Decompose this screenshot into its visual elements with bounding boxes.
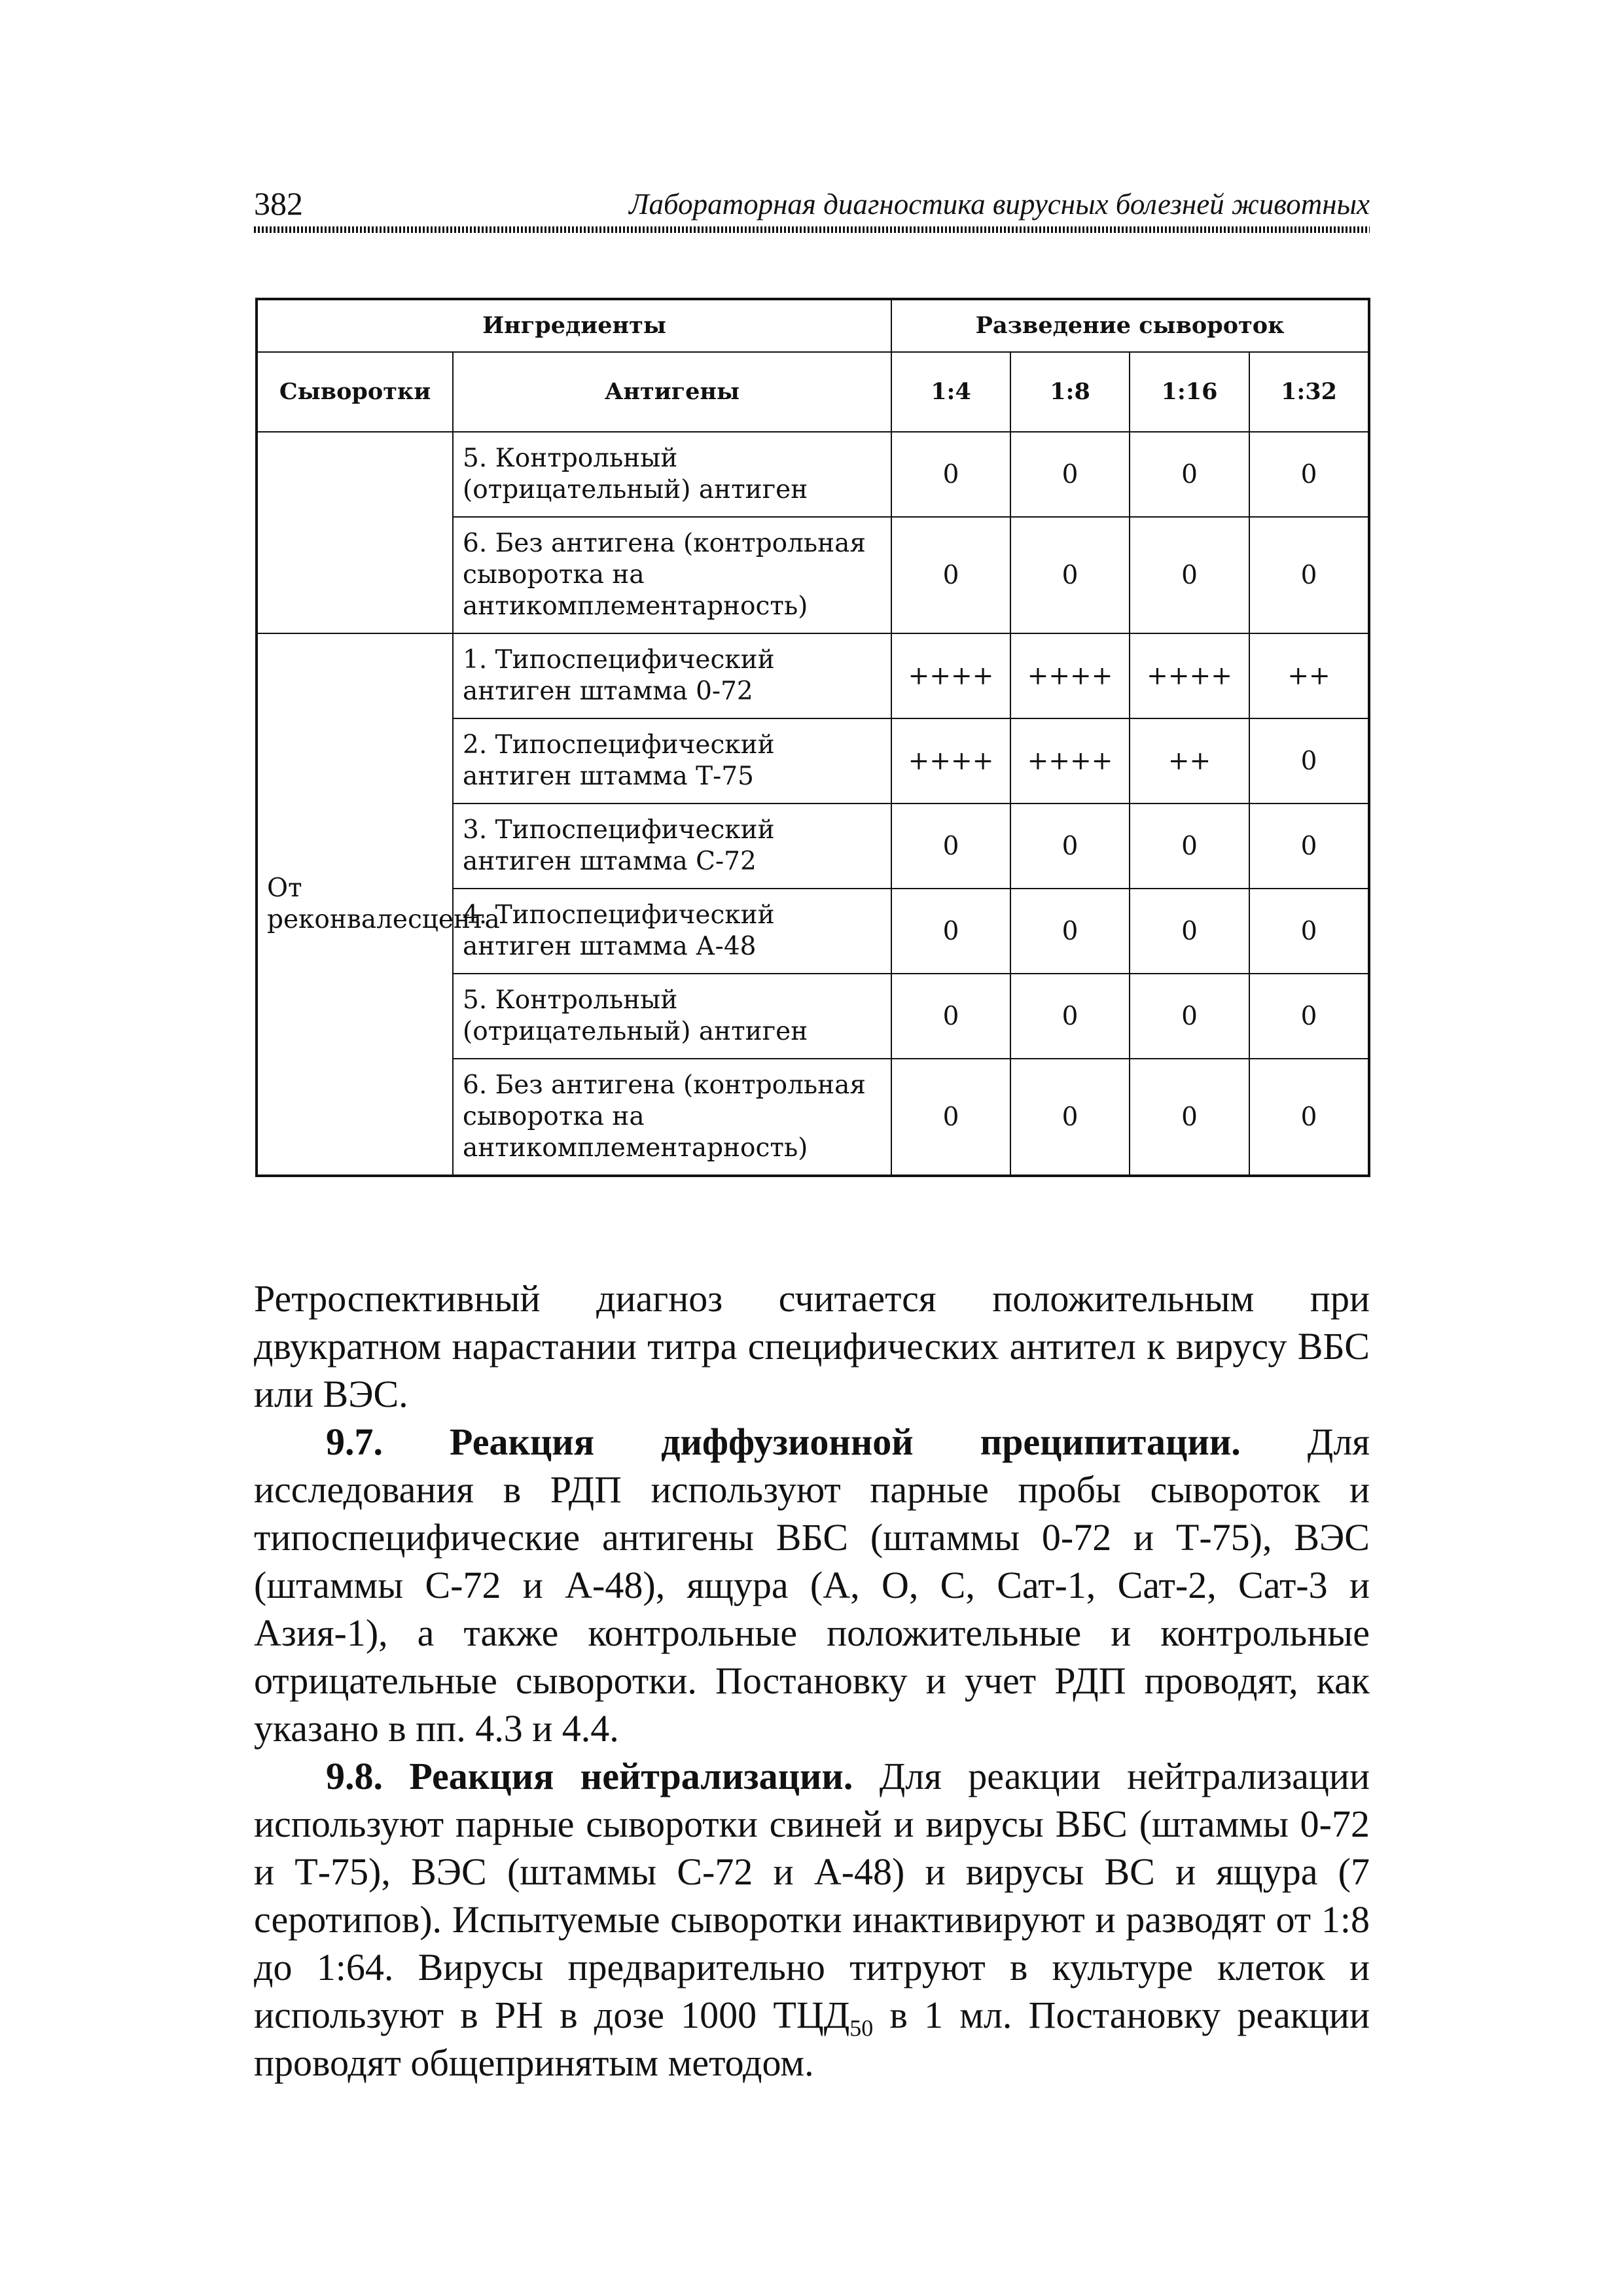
paragraph-retrospective-diagnosis: Ретроспективный диагноз считается положительным при двукратном нарастании титра специфических антител к вирусу ВБС или ВЭС. [254, 1277, 1370, 1415]
value-cell: 0 [1010, 889, 1130, 974]
value-cell: ++++ [891, 633, 1010, 718]
section-text-9-8-b: в 1 мл. Постановку реакции проводят общепринятым методом. [254, 1994, 1370, 2084]
table-row [257, 633, 1369, 718]
paragraph-section-9-8 [254, 1752, 1370, 2087]
value-cell: 0 [1010, 517, 1130, 633]
value-cell: 0 [1130, 432, 1249, 517]
antigen-cell: 4. Типоспецифический антиген штамма А-48 [453, 889, 891, 974]
value-cell: 0 [1010, 974, 1130, 1059]
value-cell: 0 [1249, 889, 1369, 974]
header-dilution-1-16: 1:16 [1130, 352, 1249, 432]
value-cell: 0 [1130, 1059, 1249, 1176]
value-cell: ++++ [1010, 633, 1130, 718]
value-cell: 0 [1249, 974, 1369, 1059]
value-cell: 0 [891, 889, 1010, 974]
value-cell: ++ [1249, 633, 1369, 718]
antigen-cell: 5. Контрольный (отрицательный) антиген [453, 432, 891, 517]
value-cell: 0 [1249, 517, 1369, 633]
value-cell: 0 [891, 517, 1010, 633]
header-dilution: Разведение сывороток [891, 299, 1369, 352]
value-cell: 0 [891, 804, 1010, 889]
table-header-row-groups [257, 299, 1369, 352]
value-cell: 0 [1130, 974, 1249, 1059]
value-cell: ++++ [1130, 633, 1249, 718]
value-cell: 0 [891, 432, 1010, 517]
header-dilution-1-32: 1:32 [1249, 352, 1369, 432]
antigen-cell: 3. Типоспецифический антиген штамма С-72 [453, 804, 891, 889]
serum-cell: От реконвалесцента [257, 633, 453, 1176]
serum-cell [257, 432, 453, 633]
value-cell: 0 [891, 974, 1010, 1059]
paragraph-section-9-7 [254, 1418, 1370, 1752]
header-antigens: Антигены [453, 352, 891, 432]
value-cell: ++++ [1010, 718, 1130, 804]
header-dilution-1-4: 1:4 [891, 352, 1010, 432]
section-text-9-8-a: Для реакции нейтрализации используют парные сыворотки свиней и вирусы ВБС (штаммы 0-72 и Т-75), ВЭС (штаммы С-72 и А-48) и вирусы ВС и ящура (7 серотипов). Испытуемые сыворотки инактивируют и разводят от 1:8 до 1:64. Вирусы предварительно титруют в культуре клеток и используют в РН в дозе 1000 ТЦД [254, 1755, 1370, 2036]
antigen-cell: 6. Без антигена (контрольная сыворотка на антикомплементарность) [453, 1059, 891, 1176]
value-cell: 0 [1010, 432, 1130, 517]
body-text [254, 1275, 1370, 2087]
value-cell: 0 [1249, 804, 1369, 889]
value-cell: 0 [891, 1059, 1010, 1176]
antigen-cell: 5. Контрольный (отрицательный) антиген [453, 974, 891, 1059]
value-cell: ++ [1130, 718, 1249, 804]
section-heading-9-7: 9.7. Реакция диффузионной преципитации. [326, 1421, 1241, 1463]
running-title: Лабораторная диагностика вирусных болезней животных [629, 188, 1370, 221]
value-cell: 0 [1130, 804, 1249, 889]
value-cell: 0 [1249, 432, 1369, 517]
table-header-row-columns [257, 352, 1369, 432]
page-header [254, 185, 1370, 222]
dilution-results-table [255, 298, 1370, 1177]
page-number: 382 [254, 185, 303, 222]
value-cell: 0 [1249, 718, 1369, 804]
section-text-9-7: Для исследования в РДП используют парные пробы сывороток и типоспецифические антигены ВБС (штаммы 0-72 и Т-75), ВЭС (штаммы С-72 и А-48), ящура (А, О, С, Сат-1, Сат-2, Сат-3 и Азия-1), а также контрольные положительные и контрольные отрицательные сыворотки. Постановку и учет РДП проводят, как указано в пп. 4.3 и 4.4. [254, 1421, 1370, 1750]
header-ingredients: Ингредиенты [257, 299, 891, 352]
header-serum: Сыворотки [257, 352, 453, 432]
table-row [257, 432, 1369, 517]
antigen-cell: 2. Типоспецифический антиген штамма Т-75 [453, 718, 891, 804]
value-cell: 0 [1130, 517, 1249, 633]
header-rule [254, 226, 1370, 233]
antigen-cell: 1. Типоспецифический антиген штамма 0-72 [453, 633, 891, 718]
section-heading-9-8: 9.8. Реакция нейтрализации. [326, 1755, 853, 1797]
value-cell: 0 [1010, 1059, 1130, 1176]
value-cell: ++++ [891, 718, 1010, 804]
dose-subscript: 50 [849, 2015, 874, 2041]
value-cell: 0 [1010, 804, 1130, 889]
value-cell: 0 [1130, 889, 1249, 974]
antigen-cell: 6. Без антигена (контрольная сыворотка на антикомплементарность) [453, 517, 891, 633]
header-dilution-1-8: 1:8 [1010, 352, 1130, 432]
value-cell: 0 [1249, 1059, 1369, 1176]
